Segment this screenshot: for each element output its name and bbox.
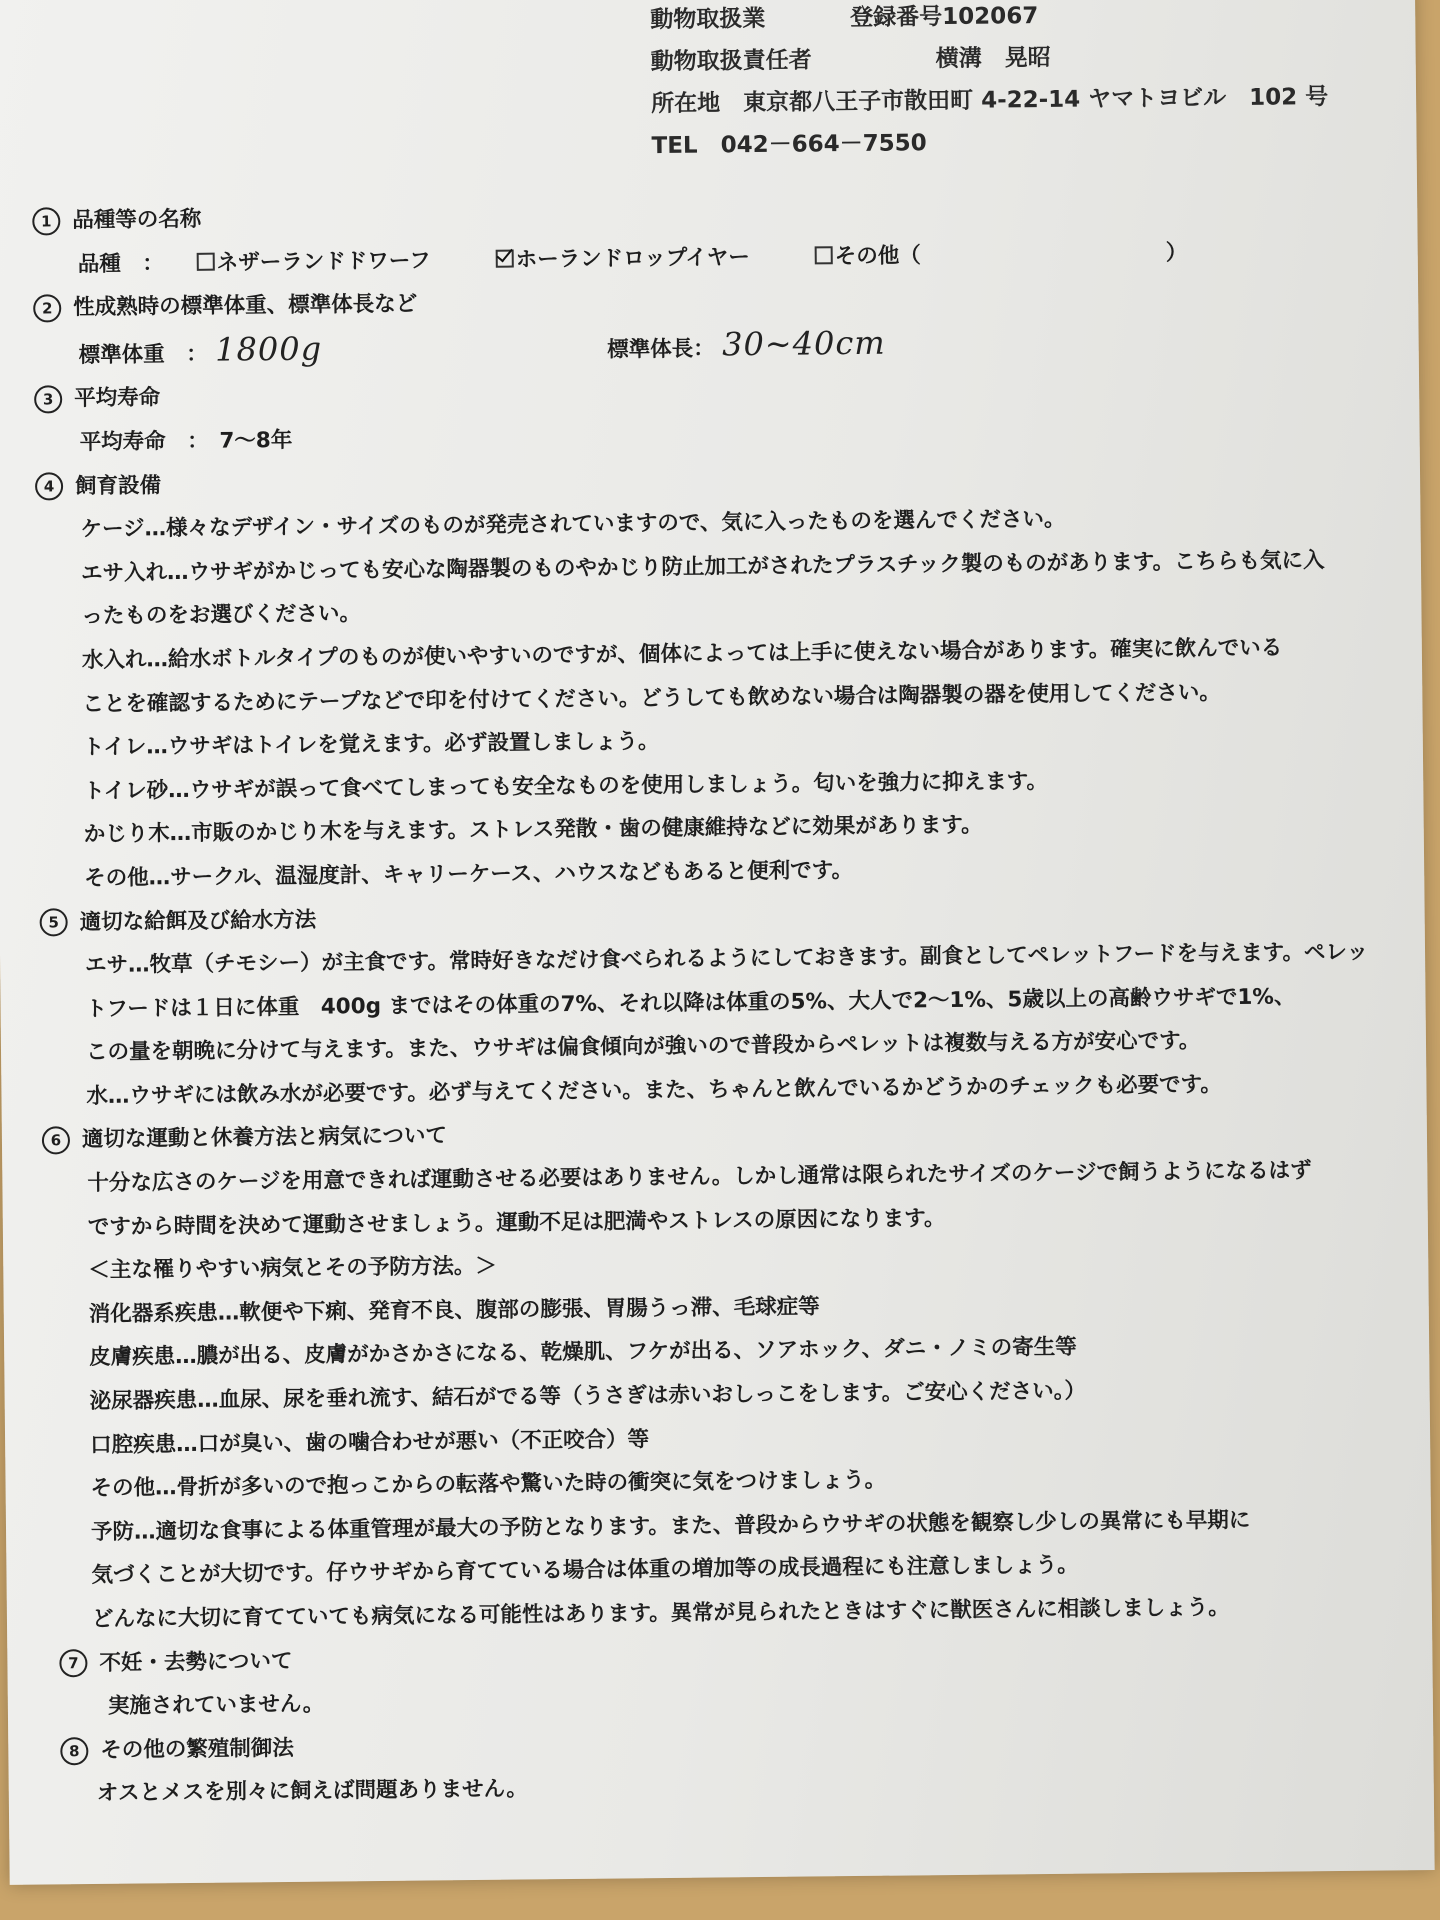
equipment-line: ったものをお選びください。 <box>81 601 362 630</box>
feeding-line: この量を朝晩に分けて与えます。また、ウサギは偏食傾向が強いので普段からペレットは複数与える方が安心です。 <box>85 1028 1201 1066</box>
weight-handwritten: 1800g <box>214 329 323 369</box>
section-number: 7 <box>59 1649 87 1677</box>
exercise-line: ですから時間を決めて運動させましょう。運動不足は肥満やストレスの原因になります。 <box>87 1205 946 1240</box>
prevention-line: 予防…適切な食事による体重管理が最大の予防となります。また、普段からウサギの状態を観察し少しの異常にも早期に <box>90 1507 1251 1545</box>
section-number: 3 <box>34 385 62 413</box>
section-number: 8 <box>60 1737 88 1765</box>
section-title-text: その他の繁殖制御法 <box>100 1735 294 1763</box>
header-block <box>650 0 1392 167</box>
section-title-text: 飼育設備 <box>74 472 162 499</box>
prevention-line: どんなに大切に育てていても病気になる可能性はあります。異常が見られたときはすぐに獣医さんに相談しましょう。 <box>91 1595 1230 1633</box>
length-label: 標準体長： <box>607 336 715 363</box>
business-label: 動物取扱業 <box>650 5 766 34</box>
option-other-close: ） <box>1165 240 1188 266</box>
section-title-text: 不妊・去勢について <box>99 1648 293 1676</box>
address-value: 東京都八王子市散田町 4-22-14 ヤマトヨビル 102 号 <box>742 83 1329 117</box>
equipment-line: エサ入れ…ウサギがかじっても安心な陶器製のものやかじり防止加工がされたプラスチック製のものがあります。こちらも気に入 <box>80 547 1325 586</box>
address-label: 所在地 <box>650 90 721 118</box>
section-title-text: 平均寿命 <box>74 385 161 412</box>
length-handwritten: 30~40cm <box>721 323 886 364</box>
exercise-line: 十分な広さのケージを用意できれば運動させる必要はありません。しかし通常は限られたサイズのケージで飼うようになるはず <box>87 1158 1312 1197</box>
feeding-line: トフードは１日に体重 400g まではその体重の7%、それ以降は体重の5%、大人で2～1%、5歳以上の高齢ウサギで1%、 <box>85 984 1296 1022</box>
section-title-text: 適切な給餌及び給水方法 <box>79 907 317 935</box>
tel-row <box>651 117 1391 167</box>
responsible-name: 横溝 晃昭 <box>935 44 1051 73</box>
section-number: 1 <box>32 207 60 235</box>
equipment-line: ケージ…様々なデザイン・サイズのものが発売されていますので、気に入ったものを選んでください。 <box>80 506 1066 543</box>
disease-line: 口腔疾患…口が臭い、歯の噛合わせが悪い（不正咬合）等 <box>90 1426 650 1458</box>
section-title-text: 品種等の名称 <box>72 206 202 234</box>
prevention-line: 気づくことが大切です。仔ウサギから育てている場合は体重の増加等の成長過程にも注意しましょう。 <box>91 1553 1079 1589</box>
equipment-line: ことを確認するためにテープなどで印を付けてください。どうしても飲めない場合は陶器製の器を使用してください。 <box>82 679 1221 717</box>
address-row <box>651 75 1391 125</box>
equipment-line: その他…サークル、温湿度計、キャリーケース、ハウスなどもあると便利です。 <box>84 857 854 891</box>
section-title-text: 適切な運動と休養方法と病気について <box>81 1123 448 1153</box>
section-number: 5 <box>40 909 68 937</box>
disease-line: その他…骨折が多いので抱っこからの転落や驚いた時の衝突に気をつけましょう。 <box>90 1467 887 1502</box>
section-number: 6 <box>42 1126 70 1154</box>
weight-label: 標準体重 ： <box>78 341 208 368</box>
disease-line: 消化器系疾患…軟便や下痢、発育不良、腹部の膨張、胃腸うっ滞、毛球症等 <box>88 1294 820 1327</box>
responsible-label: 動物取扱責任者 <box>650 47 812 76</box>
feeding-line: 水…ウサギには飲み水が必要です。必ず与えてください。また、ちゃんと飲んでいるかどうかのチェックも必要です。 <box>86 1072 1222 1109</box>
disease-line: 泌尿器疾患…血尿、尿を垂れ流す、結石がでる等（うさぎは赤いおしっこをします。ご安心ください。） <box>89 1378 1087 1415</box>
equipment-line: かじり木…市販のかじり木を与えます。ストレス発散・歯の健康維持などに効果があります。 <box>83 812 983 848</box>
checkbox-netherland-dwarf[interactable] <box>197 252 215 270</box>
section-number: 4 <box>35 473 63 501</box>
registration-number: 登録番号102067 <box>850 3 1039 31</box>
lifespan-line: 平均寿命 ： 7～8年 <box>79 427 293 456</box>
breed-label: 品種 ： <box>77 250 164 277</box>
section-title-text: 性成熟時の標準体重、標準体長など <box>73 291 418 321</box>
disease-heading: ＜主な罹りやすい病気とその予防方法。＞ <box>88 1254 497 1284</box>
section-number: 2 <box>33 294 61 322</box>
option-netherland-dwarf: ネザーランドドワーフ <box>216 247 431 276</box>
option-other: その他（ <box>834 242 921 269</box>
feeding-line: エサ…牧草（チモシー）が主食です。常時好きなだけ食べられるようにしておきます。副食としてペレットフードを与えます。ペレッ <box>84 939 1369 979</box>
option-holland-lop: ホーランドロップイヤー <box>515 244 750 273</box>
breeding-control-line: オスとメスを別々に飼えば問題ありません。 <box>96 1776 528 1807</box>
checkbox-other[interactable] <box>815 246 833 264</box>
checkbox-holland-lop[interactable] <box>496 249 514 267</box>
equipment-line: トイレ砂…ウサギが誤って食べてしまっても安全なものを使用しましょう。匂いを強力に抑えます。 <box>83 768 1049 804</box>
disease-line: 皮膚疾患…膿が出る、皮膚がかさかさになる、乾燥肌、フケが出る、ソアホック、ダニ・ノミの寄生等 <box>89 1335 1077 1371</box>
equipment-line: トイレ…ウサギはトイレを覚えます。必ず設置しましょう。 <box>82 729 660 761</box>
document-body <box>32 186 1379 1817</box>
sterilization-line: 実施されていません。 <box>107 1691 325 1720</box>
equipment-line: 水入れ…給水ボトルタイプのものが使いやすいのですが、個体によっては上手に使えない場合があります。確実に飲んでいる <box>81 635 1283 674</box>
tel-value: TEL 042－664－7550 <box>651 130 927 160</box>
